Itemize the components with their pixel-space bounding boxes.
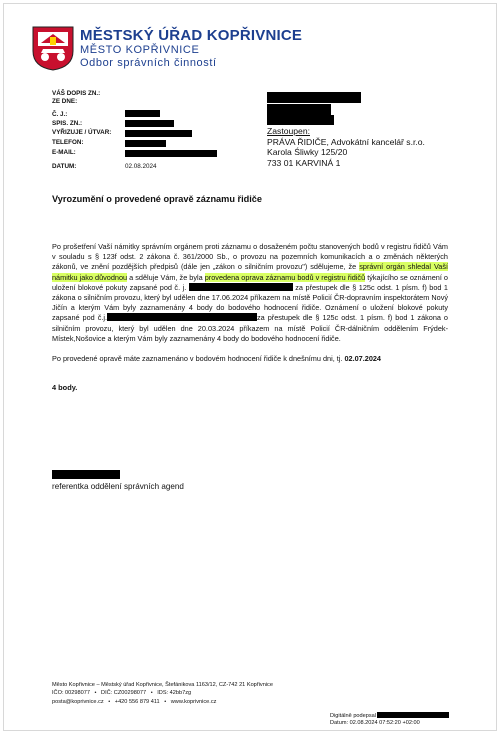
meta-label-ref-number: Č. J.: [52,111,68,118]
meta-label-phone: TELEFON: [52,139,84,146]
bullet-icon: • [108,698,111,705]
body-text-segment: za přestupek dle § 125c odst. 1 písm. f) bod 1 zákona o silničním provozu, který byl udělen dne 20.03.2024 příkazem na místě Policií ČR-dálničním oddělením Frýdek-Místek,Nošovice a kterým Vám byly zaznamenány 4 body do bodového hodnocení řidiče. [52,313,448,343]
footer-dic: DIČ: CZ00298077 [101,690,147,697]
body-text-segment: Po provedené opravě máte zaznamenáno v bodovém hodnocení řidiče k dnešnímu dni, tj. [52,354,345,364]
city-coat-of-arms-logo [31,25,75,71]
footer-ids: IDS: 42bb7zg [157,690,192,697]
digital-signature-date: Datum: 02.08.2024 07:52:20 +02:00 [330,720,420,727]
representative-name: PRÁVA ŘIDIČE, Advokátní kancelář s.r.o. [267,136,425,147]
body-text-segment: týkajícího se oznámení o uložení blokové pokuty zapsané pod č. j. [52,272,448,292]
redacted-phone [125,140,166,147]
digital-signature [330,712,449,727]
footer-email[interactable]: posta@koprivnice.cz [52,698,104,705]
bullet-icon: • [150,690,153,697]
signatory-role: referentka oddělení správních agend [52,482,184,491]
representative-street: Karola Śliwky 125/20 [267,147,348,157]
redacted-ref-number-2 [107,313,257,321]
footer [52,681,273,706]
footer-contact-row [52,698,273,706]
footer-address: Město Kopřivnice – Městský úřad Kopřivnice, Štefánikova 1163/12, CZ-742 21 Kopřivnice [52,682,273,688]
represented-label: Zastoupen: [267,126,310,136]
redacted-ref-number [125,110,160,117]
footer-web[interactable]: www.koprivnice.cz [170,698,217,705]
letter-subject: Vyrozumění o provedené opravě záznamu řidiče [52,194,263,204]
points-date: 02.07.2024 [344,354,381,364]
office-title: MĚSTSKÝ ÚŘAD KOPŘIVNICE [80,27,303,44]
redacted-recipient-name [267,92,361,103]
footer-ids-row [52,689,273,697]
body-text-segment: Po prošetření Vaší námitky správním orgánem proti záznamu o dosaženém počtu stanovených bodů v registru řidičů Vám v souladu s § 123f odst. 2 zákona č. 361/2000 Sb., o provozu na pozemních komunikacích a o změnách některých zákonů, ve znění pozdějších předpisů (dále jen „zákon o silničním provozu") sdělujeme, že [52,242,448,272]
redacted-recipient-line3 [267,115,334,125]
letter-date: 02.08.2024 [125,163,157,170]
footer-phone: +420 556 879 411 [114,698,160,705]
meta-label-handled-by: VYŘIZUJE / ÚTVAR: [52,129,112,136]
meta-label-your-letter: VÁŠ DOPIS ZN.: [52,90,101,97]
redacted-email [125,150,217,157]
points-total: 4 body. [52,383,78,392]
redacted-ref-number-1 [189,283,293,291]
redacted-recipient-line2 [267,104,331,115]
highlight-correction-made: provedena oprava záznamu bodů v registru řidičů [204,272,366,282]
digital-signature-label: Digitálně podepsal [330,712,449,720]
footer-ico: IČO: 00298077 [52,690,90,697]
body-text-segment: a sděluje Vám, že byla [127,272,205,282]
meta-label-email: E-MAIL: [52,149,76,156]
redacted-file-number [125,120,174,127]
body-paragraph-2 [52,354,448,364]
body-paragraph-1 [52,242,448,344]
highlight-objection-justified: správní orgán shledal Vaší námitku jako důvodnou [52,262,448,282]
body-text-segment: za přestupek dle § 125c odst. 1 písm. f) bod 1 zákona o silničním provozu, který byl udělen dne 17.06.2024 příkazem na místě Policií ČR-dopravním inspektorátem Nový Jičín a kterým Vám byly zaznamenány 4 body do bodového hodnocení řidiče. Oznámení o uložení blokové pokuty zapsané pod č.j. [52,282,448,323]
meta-label-date: DATUM: [52,163,77,170]
bullet-icon: • [94,690,97,697]
meta-label-from-date: ZE DNE: [52,98,78,105]
representative-city: 733 01 KARVINÁ 1 [267,157,341,168]
recipient-address [267,126,425,168]
meta-label-file-number: SPIS. ZN.: [52,120,83,127]
redacted-handler [125,130,192,137]
redacted-digital-signer [377,712,449,718]
department-name: Odbor správních činností [80,57,217,69]
city-name: MĚSTO KOPŘIVNICE [80,44,200,56]
redacted-signatory-name [52,470,120,479]
letter-body [52,242,448,374]
bullet-icon: • [164,698,167,705]
